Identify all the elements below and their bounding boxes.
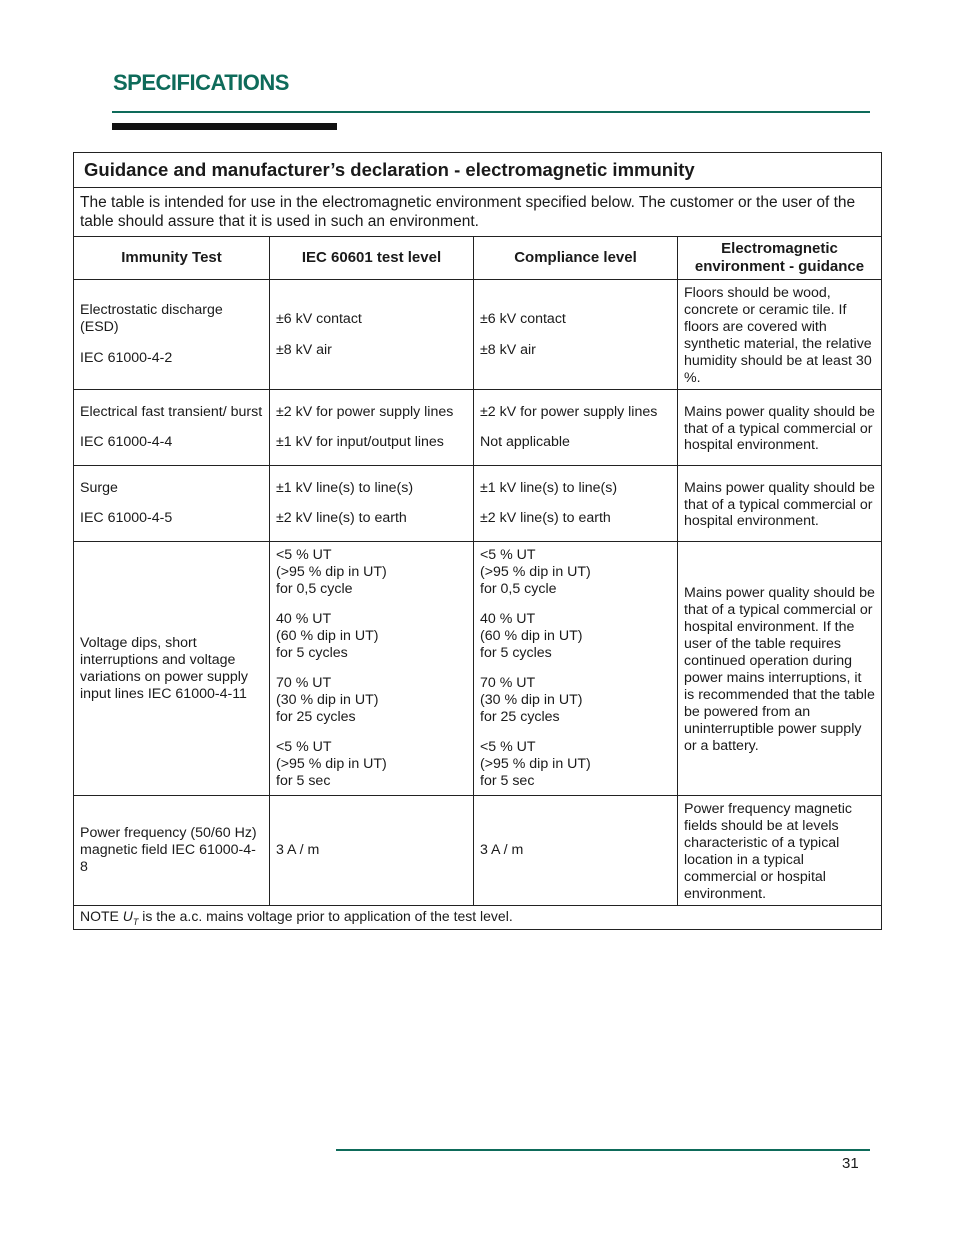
level-value: for 25 cycles	[276, 709, 356, 725]
guidance-cell: Floors should be wood, concrete or ceramic tile. If floors are covered with synthetic material, the relative humidity should be at least 30 %.	[678, 280, 882, 390]
level-value: <5 % UT	[480, 739, 536, 755]
level-value: (>95 % dip in UT)	[276, 564, 387, 580]
immunity-test-cell	[74, 542, 270, 796]
level-value: ±6 kV contact	[276, 310, 362, 327]
level-value: (30 % dip in UT)	[480, 692, 583, 708]
level-value: Not applicable	[480, 434, 570, 450]
note-symbol-letter: U	[122, 908, 133, 925]
iec-level-cell: 3 A / m	[270, 796, 474, 906]
header-accent-bar	[112, 123, 337, 130]
level-value: (>95 % dip in UT)	[480, 756, 591, 772]
level-value: (60 % dip in UT)	[480, 628, 583, 644]
level-value: ±2 kV line(s) to earth	[480, 510, 611, 526]
test-name: Voltage dips, short interruptions and voltage variations on power supply input lines IEC 61000-4-11	[80, 634, 248, 702]
iec-level-cell	[270, 466, 474, 542]
immunity-test-cell	[74, 796, 270, 906]
level-value: ±8 kV air	[276, 341, 332, 358]
test-name: Electrical fast transient/ burst	[80, 404, 263, 420]
compliance-level-cell	[474, 280, 678, 390]
footer-rule	[336, 1149, 870, 1151]
test-name: Surge	[80, 480, 118, 496]
level-value: (>95 % dip in UT)	[480, 564, 591, 580]
table-row	[74, 390, 882, 466]
test-name: Electrostatic discharge (ESD)	[80, 302, 223, 335]
level-value: (60 % dip in UT)	[276, 628, 379, 644]
note-prefix: NOTE	[80, 908, 119, 925]
level-value: (>95 % dip in UT)	[276, 756, 387, 772]
level-value: for 5 cycles	[480, 645, 552, 661]
guidance-cell: Power frequency magnetic fields should be at levels characteristic of a typical location in a typical commercial or hospital environment.	[678, 796, 882, 906]
note-symbol	[122, 908, 139, 927]
note-text: is the a.c. mains voltage prior to application of the test level.	[142, 908, 513, 925]
note-symbol-subscript: T	[132, 916, 139, 927]
level-value: 70 % UT	[276, 675, 332, 691]
column-header-immunity-test: Immunity Test	[74, 237, 270, 280]
level-value: ±6 kV contact	[480, 310, 566, 327]
test-standard: IEC 61000-4-4	[80, 434, 173, 450]
table-row	[74, 466, 882, 542]
immunity-test-cell	[74, 466, 270, 542]
level-value: for 0,5 cycle	[480, 581, 557, 597]
level-value: for 0,5 cycle	[276, 581, 353, 597]
compliance-level-cell: 3 A / m	[474, 796, 678, 906]
level-value: for 5 cycles	[276, 645, 348, 661]
test-standard: IEC 61000-4-5	[80, 510, 173, 526]
compliance-level-cell	[474, 466, 678, 542]
table-intro: The table is intended for use in the electromagnetic environment specified below. The customer or the user of the table should assure that it is used in such an environment.	[74, 188, 882, 237]
compliance-level-cell	[474, 390, 678, 466]
table-header-row	[74, 237, 882, 280]
table-note	[74, 906, 882, 930]
level-value: ±2 kV for power supply lines	[276, 404, 454, 420]
level-value: (30 % dip in UT)	[276, 692, 379, 708]
immunity-test-cell	[74, 390, 270, 466]
iec-level-cell	[270, 390, 474, 466]
page-number: 31	[842, 1155, 859, 1172]
level-value: ±8 kV air	[480, 341, 536, 358]
level-value: 40 % UT	[276, 611, 332, 627]
level-value: ±2 kV line(s) to earth	[276, 510, 407, 526]
level-value: ±1 kV for input/output lines	[276, 434, 444, 450]
level-value: <5 % UT	[480, 547, 536, 563]
level-value: 70 % UT	[480, 675, 536, 691]
level-value: 40 % UT	[480, 611, 536, 627]
note-row	[74, 906, 882, 930]
level-value: for 5 sec	[480, 773, 535, 789]
compliance-level-cell	[474, 542, 678, 796]
table-row	[74, 280, 882, 390]
test-name: Power frequency (50/60 Hz) magnetic field IEC 61000-4-8	[80, 825, 257, 875]
section-title: SPECIFICATIONS	[113, 70, 289, 95]
guidance-cell: Mains power quality should be that of a typical commercial or hospital environment. If the user of the table requires continued operation during power mains interruptions, it is recommended that the table be powered from an uninterruptible power supply or a battery.	[678, 542, 882, 796]
table-row	[74, 542, 882, 796]
header-rule	[112, 111, 870, 113]
immunity-table	[73, 152, 882, 930]
table-title: Guidance and manufacturer’s declaration - electromagnetic immunity	[74, 153, 882, 188]
guidance-cell: Mains power quality should be that of a typical commercial or hospital environment.	[678, 466, 882, 542]
level-value: for 25 cycles	[480, 709, 560, 725]
test-standard: IEC 61000-4-2	[80, 350, 173, 366]
immunity-test-cell	[74, 280, 270, 390]
column-header-iec-level: IEC 60601 test level	[270, 237, 474, 280]
level-value: ±2 kV for power supply lines	[480, 404, 658, 420]
table-row	[74, 796, 882, 906]
level-value: <5 % UT	[276, 547, 332, 563]
level-value: <5 % UT	[276, 739, 332, 755]
iec-level-cell	[270, 280, 474, 390]
column-header-compliance-level: Compliance level	[474, 237, 678, 280]
level-value: ±1 kV line(s) to line(s)	[276, 480, 414, 496]
level-value: ±1 kV line(s) to line(s)	[480, 480, 618, 496]
level-value: for 5 sec	[276, 773, 331, 789]
iec-level-cell	[270, 542, 474, 796]
guidance-cell: Mains power quality should be that of a typical commercial or hospital environment.	[678, 390, 882, 466]
column-header-guidance: Electromagnetic environment - guidance	[678, 237, 882, 280]
